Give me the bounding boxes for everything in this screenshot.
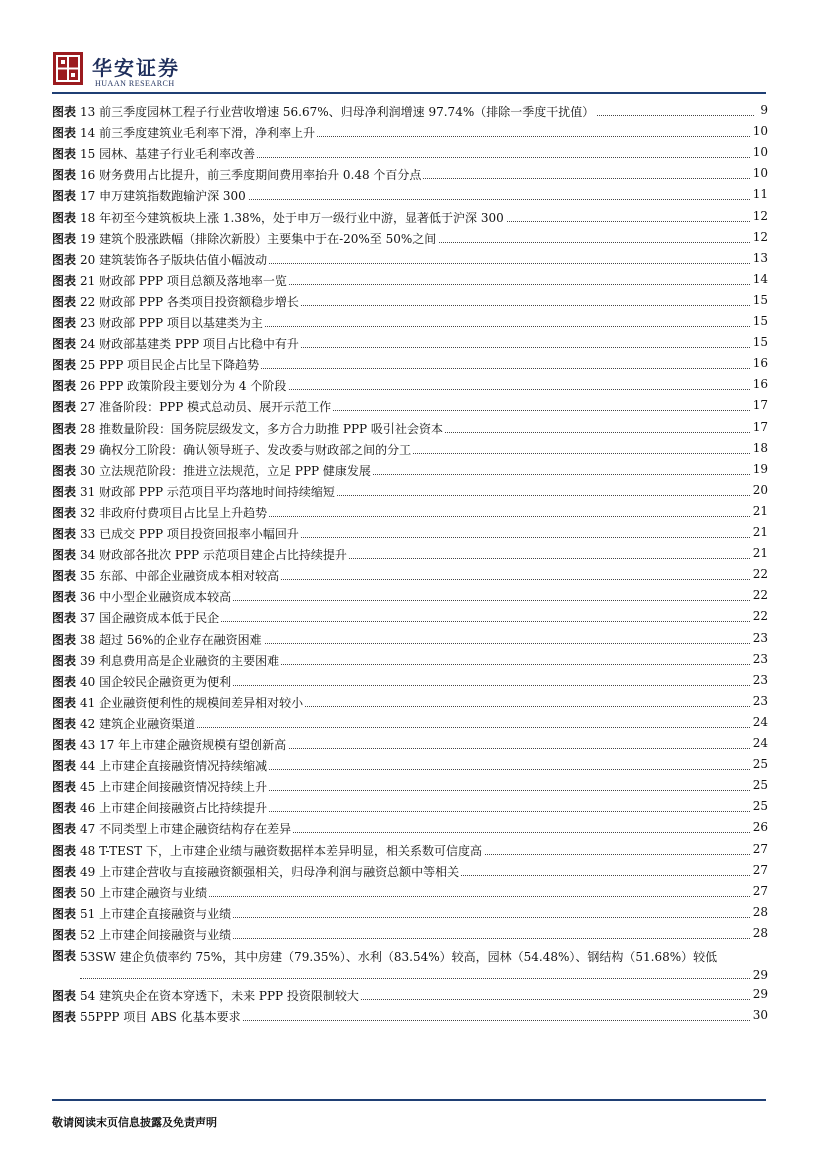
toc-entry-title[interactable]: 45 上市建企间接融资情况持续上升: [80, 780, 268, 795]
toc-entry-page-number[interactable]: 25: [752, 799, 768, 814]
toc-entry[interactable]: [52, 860, 768, 881]
toc-entry-label: 图表: [52, 400, 77, 415]
toc-entry-page-number[interactable]: 23: [752, 630, 768, 645]
toc-entry[interactable]: [52, 902, 768, 923]
toc-entry-label: 图表: [52, 231, 77, 246]
toc-entry[interactable]: [52, 712, 768, 733]
toc-entry[interactable]: [52, 480, 768, 501]
toc-entry-title[interactable]: 47 不同类型上市建企融资结构存在差异: [80, 822, 292, 837]
toc-entry-page-number[interactable]: 20: [752, 482, 768, 497]
toc-entry-label: 图表: [52, 379, 77, 394]
toc-entry-title[interactable]: 46 上市建企间接融资占比持续提升: [80, 801, 268, 816]
toc-entry-title[interactable]: 23 财政部 PPP 项目以基建类为主: [80, 316, 263, 330]
toc-entry-label: 图表: [52, 548, 77, 563]
toc-entry[interactable]: [52, 754, 768, 775]
toc-entry-title[interactable]: 25 PPP 项目民企占比呈下降趋势: [80, 358, 260, 373]
toc-entry-title[interactable]: 51 上市建企直接融资与业绩: [80, 906, 232, 921]
toc-entry-page-number[interactable]: 28: [752, 925, 768, 940]
toc-entry-title[interactable]: 16 财务费用占比提升，前三季度期间费用率抬升 0.48 个百分点: [80, 168, 422, 183]
toc-entry-title[interactable]: 18 年初至今建筑板块上涨 1.38%，处于申万一级行业中游，显著低于沪深 300: [80, 210, 504, 225]
toc-entry-label: 图表: [52, 210, 77, 225]
toc-entry-label: 图表: [52, 252, 77, 267]
toc-entry[interactable]: [52, 522, 768, 543]
toc-entry-title[interactable]: 38 超过 56%的企业存在融资困难: [80, 632, 262, 647]
toc-entry-label: 图表: [52, 569, 77, 584]
toc-entry-label: 图表: [52, 273, 77, 288]
toc-entry-label: 图表: [52, 906, 77, 921]
toc-entry[interactable]: [52, 733, 768, 754]
toc-entry-page-number[interactable]: 30: [752, 1008, 768, 1023]
toc-entry[interactable]: [52, 248, 768, 269]
toc-entry-page-number[interactable]: 24: [752, 714, 768, 729]
toc-entry[interactable]: [52, 670, 768, 691]
toc-entry-page-number[interactable]: 23: [752, 693, 768, 708]
toc-entry-label: 图表: [52, 716, 77, 731]
toc-entry-page-number[interactable]: 25: [752, 778, 768, 793]
toc-entry-label: 图表: [52, 505, 77, 520]
toc-entry-label: 图表: [52, 527, 77, 541]
toc-entry-label: 图表: [52, 864, 77, 879]
toc-entry-label: 图表: [52, 801, 77, 816]
toc-entry-label: 图表: [52, 463, 77, 478]
footer-divider: [52, 1099, 766, 1101]
toc-entry-title[interactable]: 24 财政部基建类 PPP 项目占比稳中有升: [80, 337, 299, 352]
toc-entry-page-number[interactable]: 13: [752, 250, 768, 265]
toc-entry-label: 图表: [52, 337, 77, 352]
toc-entry-title[interactable]: 34 财政部各批次 PPP 示范项目建企占比持续提升: [80, 548, 347, 563]
toc-entry-title[interactable]: 32 非政府付费项目占比呈上升趋势: [80, 505, 268, 520]
toc-entry-label: 图表: [52, 653, 77, 668]
toc-entry[interactable]: [52, 585, 768, 606]
toc-entry-title[interactable]: 44 上市建企直接融资情况持续缩减: [80, 759, 268, 774]
toc-entry[interactable]: [52, 353, 768, 374]
toc-entry[interactable]: [52, 796, 768, 817]
toc-entry-title[interactable]: 43 17 年上市建企融资规模有望创新高: [80, 738, 287, 752]
toc-entry-label: 图表: [52, 126, 77, 141]
toc-entry-title[interactable]: 55PPP 项目 ABS 化基本要求: [80, 1010, 241, 1025]
toc-entry-label: 图表: [52, 316, 77, 330]
toc-entry[interactable]: [52, 984, 768, 1005]
toc-entry[interactable]: [52, 206, 768, 227]
toc-entry-title[interactable]: 41 企业融资便利性的规模间差异相对较小: [80, 695, 304, 710]
toc-entry-title[interactable]: 14 前三季度建筑业毛利率下滑，净利率上升: [80, 126, 316, 141]
toc-entry-title[interactable]: 22 财政部 PPP 各类项目投资额稳步增长: [80, 294, 299, 309]
toc-entry[interactable]: [52, 817, 768, 838]
toc-entry[interactable]: [52, 100, 768, 121]
toc-entry-title[interactable]: 29 确权分工阶段：确认领导班子、发改委与财政部之间的分工: [80, 442, 412, 457]
toc-entry-label: 图表: [52, 1010, 77, 1025]
toc-entry-label: 图表: [52, 674, 77, 689]
toc-entry-label: 图表: [52, 442, 77, 457]
toc-entry-page-number[interactable]: 15: [752, 314, 768, 328]
toc-entry[interactable]: [52, 923, 768, 944]
huaan-logo-icon: [53, 52, 83, 85]
toc-entry-page-number[interactable]: 22: [752, 588, 768, 603]
toc-entry-title[interactable]: 27 准备阶段：PPP 模式总动员、展开示范工作: [80, 400, 332, 415]
toc-entry[interactable]: [52, 881, 768, 902]
toc-entry-label: 图表: [52, 759, 77, 774]
toc-entry-page-number[interactable]: 19: [752, 461, 768, 476]
toc-entry[interactable]: [52, 459, 768, 480]
toc-entry-title[interactable]: 19 建筑个股涨跌幅（排除次新股）主要集中于在-20%至 50%之间: [80, 231, 437, 246]
logo-chinese-text: 华安证券: [92, 56, 180, 80]
toc-entry-page-number[interactable]: 27: [752, 883, 768, 898]
toc-entry-page-number[interactable]: 29: [752, 968, 768, 982]
toc-entry-title[interactable]: 39 利息费用高是企业融资的主要困难: [80, 653, 280, 668]
toc-entry[interactable]: [52, 606, 768, 627]
page-header: [0, 0, 827, 95]
toc-entry[interactable]: [52, 227, 768, 248]
toc-entry-page-number[interactable]: 27: [752, 841, 768, 856]
toc-entry-page-number[interactable]: 15: [752, 292, 768, 307]
toc-entry[interactable]: [52, 142, 768, 163]
toc-entry-page-number[interactable]: 23: [752, 651, 768, 666]
toc-entry[interactable]: [52, 564, 768, 585]
toc-entry[interactable]: [52, 269, 768, 290]
toc-entry[interactable]: [52, 417, 768, 438]
toc-entry-page-number[interactable]: 29: [752, 987, 768, 1001]
toc-entry-label: 图表: [52, 885, 77, 900]
toc-entry[interactable]: [52, 163, 768, 184]
toc-entry-label: 图表: [52, 484, 77, 499]
toc-entry-page-number[interactable]: 21: [752, 546, 768, 561]
toc-entry-label: 图表: [52, 822, 77, 837]
toc-entry[interactable]: [52, 691, 768, 712]
toc-entry-page-number[interactable]: 10: [752, 124, 768, 139]
toc-entry-label: 图表: [52, 738, 77, 752]
toc-entry[interactable]: [52, 1005, 768, 1026]
toc-entry-label: 图表: [52, 949, 77, 963]
toc-entry-title[interactable]: 42 建筑企业融资渠道: [80, 716, 196, 731]
toc-entry[interactable]: [52, 311, 768, 332]
toc-entry-title[interactable]: 17 申万建筑指数跑输沪深 300: [80, 189, 246, 204]
toc-entry-title[interactable]: 36 中小型企业融资成本较高: [80, 590, 232, 605]
toc-entry-page-number[interactable]: 10: [752, 166, 768, 181]
toc-entry-page-number[interactable]: 22: [752, 609, 768, 624]
dot-leader: [80, 978, 754, 979]
toc-entry-title[interactable]: 53SW 建企负债率约 75%，其中房建（79.35%）、水利（83.54%）较高，园林（54.48%）、钢结构（51.68%）较低: [80, 947, 772, 967]
toc-entry[interactable]: [52, 543, 768, 564]
toc-entry[interactable]: [52, 628, 768, 649]
toc-entry-label: 图表: [52, 695, 77, 710]
toc-entry-page-number[interactable]: 16: [752, 356, 768, 371]
toc-entry-title[interactable]: 28 推数量阶段：国务院层级发文，多方合力助推 PPP 吸引社会资本: [80, 421, 443, 436]
toc-entry-page-number[interactable]: 28: [752, 904, 768, 919]
toc-entry-label: 图表: [52, 358, 77, 373]
toc-entry[interactable]: [52, 775, 768, 796]
toc-entry-label: 图表: [52, 590, 77, 605]
toc-entry-title[interactable]: 35 东部、中部企业融资成本相对较高: [80, 569, 280, 584]
toc-entry[interactable]: [52, 501, 768, 522]
toc-entry-page-number[interactable]: 12: [752, 208, 768, 223]
logo-english-text: HUAAN RESEARCH: [95, 79, 175, 88]
toc-entry-page-number[interactable]: 16: [752, 377, 768, 392]
toc-entry-title[interactable]: 50 上市建企融资与业绩: [80, 885, 208, 900]
toc-entry[interactable]: [52, 839, 768, 860]
toc-entry-page-number[interactable]: 26: [752, 820, 768, 835]
toc-entry-page-number[interactable]: 18: [752, 440, 768, 455]
toc-entry-page-number[interactable]: 9: [760, 103, 768, 117]
toc-entry-title[interactable]: 21 财政部 PPP 项目总额及落地率一览: [80, 273, 287, 288]
toc-entry[interactable]: [52, 290, 768, 311]
toc-entry-label: 图表: [52, 927, 77, 942]
toc-entry-title[interactable]: 49 上市建企营收与直接融资额强相关，归母净利润与融资总额中等相关: [80, 864, 460, 879]
toc-entry[interactable]: [52, 395, 768, 416]
toc-entry[interactable]: [52, 332, 768, 353]
toc-entry-label: 图表: [52, 105, 77, 119]
toc-entry-page-number[interactable]: 14: [752, 271, 768, 286]
toc-entry-title[interactable]: 31 财政部 PPP 示范项目平均落地时间持续缩短: [80, 484, 335, 499]
toc-entry[interactable]: [52, 184, 768, 205]
footer-disclaimer: 敬请阅读末页信息披露及免责声明: [52, 1116, 217, 1129]
toc-entry-title[interactable]: 48 T-TEST 下，上市建企业绩与融资数据样本差异明显，相关系数可信度高: [80, 843, 482, 858]
toc-entry-label: 图表: [52, 611, 77, 626]
toc-entry-label: 图表: [52, 294, 77, 309]
header-divider: [52, 92, 766, 94]
toc-entry-page-number[interactable]: 15: [752, 335, 768, 350]
toc-entry-label: 图表: [52, 189, 77, 204]
toc-entry-page-number[interactable]: 17: [752, 419, 768, 434]
toc-entry-page-number[interactable]: 22: [752, 567, 768, 582]
toc-entry-page-number[interactable]: 10: [752, 145, 768, 160]
toc-entry-title[interactable]: 52 上市建企间接融资与业绩: [80, 927, 232, 942]
toc-entry-label: 图表: [52, 421, 77, 436]
toc-entry[interactable]: [52, 944, 768, 984]
toc-entry-label: 图表: [52, 780, 77, 795]
toc-entry-page-number[interactable]: 21: [752, 503, 768, 518]
toc-entry-title[interactable]: 33 已成交 PPP 项目投资回报率小幅回升: [80, 527, 299, 541]
toc-entry-page-number[interactable]: 25: [752, 757, 768, 772]
toc-entry-title[interactable]: 40 国企较民企融资更为便利: [80, 674, 232, 689]
toc-entry-label: 图表: [52, 168, 77, 183]
toc-entry-page-number[interactable]: 24: [752, 736, 768, 750]
toc-entry[interactable]: [52, 438, 768, 459]
toc-entry-page-number[interactable]: 12: [752, 229, 768, 244]
toc-entry-title[interactable]: 15 园林、基建子行业毛利率改善: [80, 147, 256, 162]
toc-entry[interactable]: [52, 374, 768, 395]
toc-entry-title[interactable]: 37 国企融资成本低于民企: [80, 611, 220, 626]
toc-entry-title[interactable]: 26 PPP 政策阶段主要划分为 4 个阶段: [80, 379, 287, 394]
toc-entry-page-number[interactable]: 17: [752, 398, 768, 413]
toc-entry-title[interactable]: 30 立法规范阶段：推进立法规范，立足 PPP 健康发展: [80, 463, 371, 478]
toc-entry-title[interactable]: 13 前三季度园林工程子行业营收增速 56.67%、归母净利润增速 97.74%（排除一季度干扰值）: [80, 105, 595, 119]
toc-entry-page-number[interactable]: 11: [752, 187, 768, 202]
toc-entry[interactable]: [52, 121, 768, 142]
toc-entry-label: 图表: [52, 843, 77, 858]
toc-entry-page-number[interactable]: 27: [752, 862, 768, 877]
toc-entry-title[interactable]: 20 建筑装饰各子版块估值小幅波动: [80, 252, 268, 267]
toc-entry[interactable]: [52, 649, 768, 670]
toc-entry-label: 图表: [52, 989, 77, 1003]
toc-entry-label: 图表: [52, 147, 77, 162]
toc-entry-page-number[interactable]: 21: [752, 525, 768, 539]
toc-entry-page-number[interactable]: 23: [752, 672, 768, 687]
toc-entry-title[interactable]: 54 建筑央企在资本穿透下，未来 PPP 投资限制较大: [80, 989, 359, 1003]
toc-entry-label: 图表: [52, 632, 77, 647]
